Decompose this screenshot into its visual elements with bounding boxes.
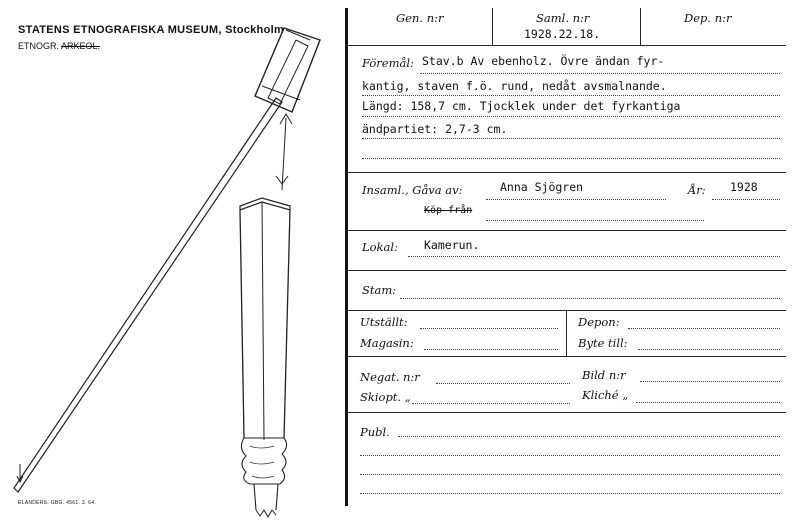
foremal-line-1: Stav.b Av ebenholz. Övre ändan fyr-: [422, 54, 665, 68]
insaml-value: Anna Sjögren: [500, 180, 584, 194]
ar-value: 1928: [730, 180, 758, 194]
printer-imprint: ELANDERS. GBG. 4561. 3. 64.: [18, 500, 97, 506]
foremal-line-3: Längd: 158,7 cm. Tjocklek under det fyrkantiga: [362, 99, 681, 113]
foremal-line-4: ändpartiet: 2,7-3 cm.: [362, 122, 508, 136]
dept-arkeol-struck: ARKEOL.: [61, 41, 101, 51]
museum-title: STATENS ETNOGRAFISKA MUSEUM, Stockholm: [18, 24, 285, 36]
skiopt-label: Skiopt. „: [360, 390, 411, 404]
card-left-border: [345, 8, 348, 506]
byte-label: Byte till:: [578, 336, 628, 350]
kliche-label: Kliché „: [582, 388, 629, 402]
saml-nr-value: 1928.22.18.: [524, 27, 601, 41]
depon-label: Depon:: [578, 315, 620, 329]
publ-label: Publ.: [360, 425, 390, 439]
staff-drawing: [0, 0, 340, 522]
magasin-label: Magasin:: [360, 336, 414, 350]
utstallt-label: Utställt:: [360, 315, 408, 329]
struck-purchase-word: Köp från: [424, 205, 473, 216]
negat-label: Negat. n:r: [360, 370, 420, 384]
foremal-label: Föremål:: [362, 56, 414, 70]
dep-nr-label: Dep. n:r: [684, 11, 732, 25]
insaml-label: Insaml., Gåva av:: [362, 183, 463, 197]
bild-label: Bild n:r: [582, 368, 626, 382]
foremal-line-2: kantig, staven f.ö. rund, nedåt avsmalnande.: [362, 79, 667, 93]
stam-label: Stam:: [362, 283, 397, 297]
staff-head-block: [255, 28, 320, 112]
ar-label: År:: [688, 183, 706, 197]
saml-nr-label: Saml. n:r: [536, 11, 590, 25]
lokal-label: Lokal:: [362, 240, 398, 254]
dept-etnogr: ETNOGR.: [18, 41, 60, 51]
lokal-value: Kamerun.: [424, 238, 480, 252]
gen-nr-label: Gen. n:r: [396, 11, 444, 25]
staff-detail-enlarged: [240, 198, 290, 517]
